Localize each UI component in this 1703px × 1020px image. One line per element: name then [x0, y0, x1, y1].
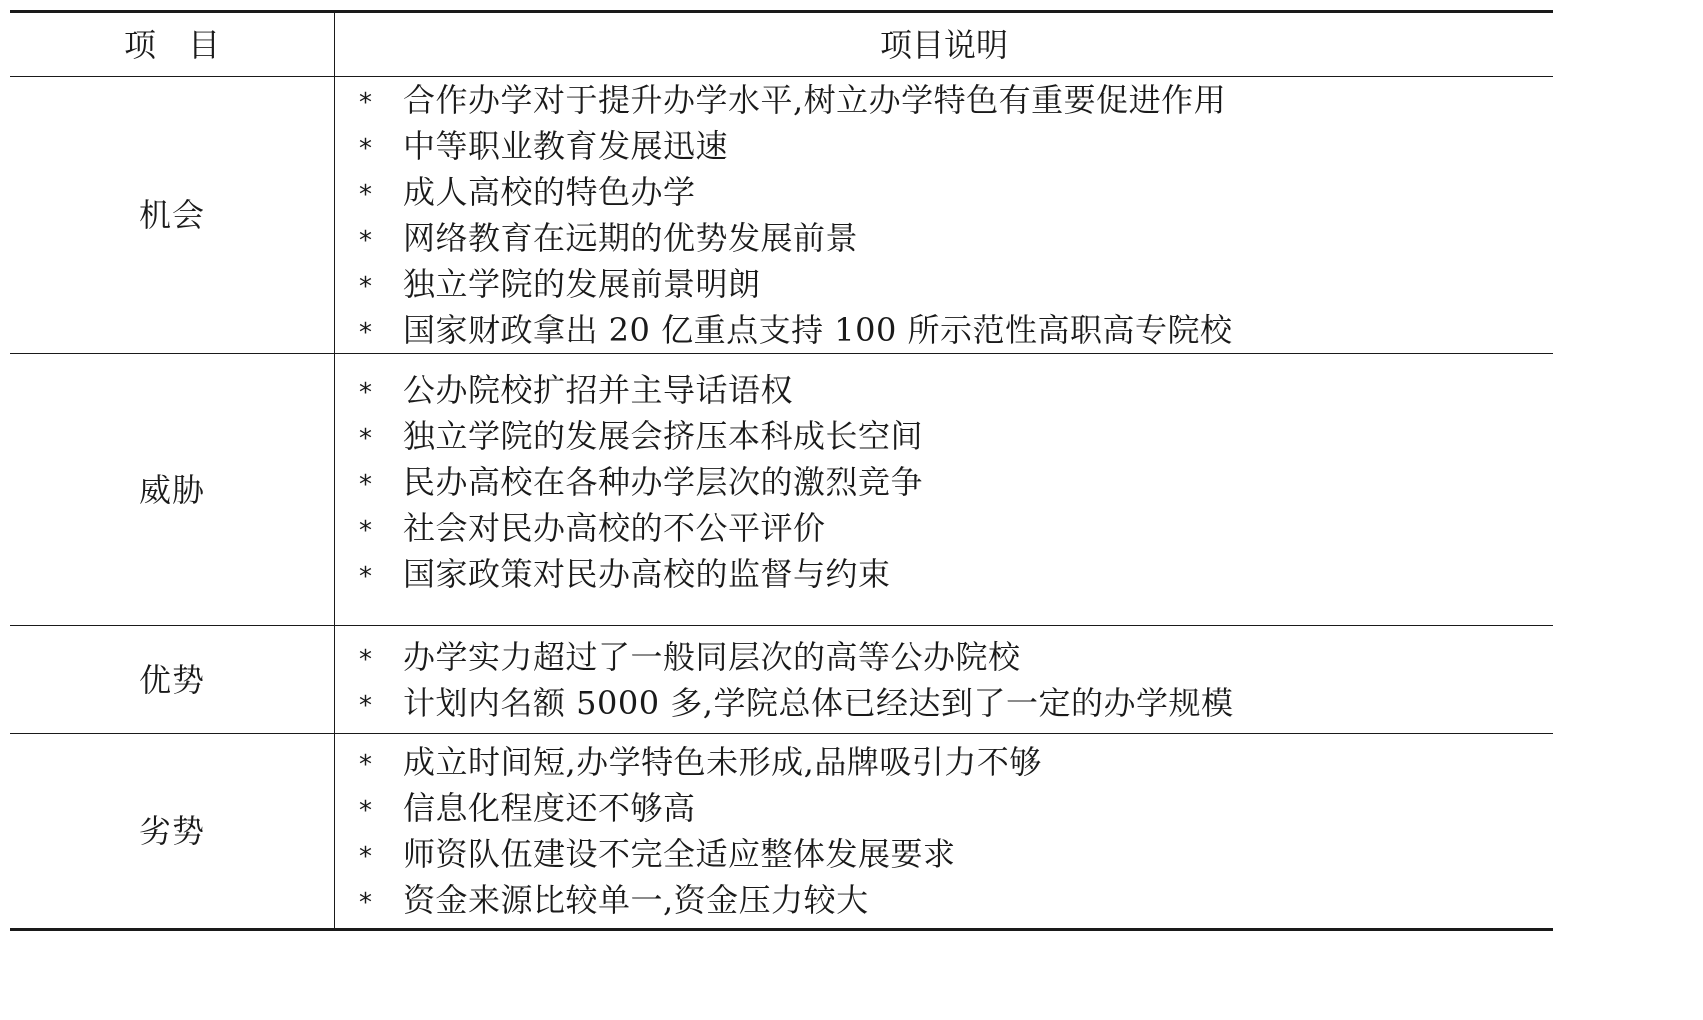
item-text: 信息化程度还不够高	[403, 789, 696, 827]
header-item-description: 项目说明	[335, 12, 1554, 77]
item-text: 办学实力超过了一般同层次的高等公办院校	[403, 637, 1021, 676]
list-item	[359, 877, 1553, 923]
bullet: *	[359, 515, 372, 546]
bullet: *	[359, 796, 372, 826]
category-weaknesses: 劣势	[10, 734, 335, 930]
bullet: *	[359, 226, 372, 256]
category-threats: 威胁	[10, 354, 335, 626]
bullet: *	[359, 469, 372, 500]
item-text: 成立时间短,办学特色未形成,品牌吸引力不够	[403, 743, 1042, 781]
item-text: 国家政策对民办高校的监督与约束	[403, 554, 891, 593]
list-item	[359, 413, 1553, 459]
item-text: 计划内名额 5000 多,学院总体已经达到了一定的办学规模	[403, 683, 1234, 722]
bullet: *	[359, 423, 372, 454]
header-row	[10, 12, 1553, 77]
bullet: *	[359, 134, 372, 164]
list-item	[359, 215, 1553, 261]
item-list-strengths	[359, 634, 1553, 726]
swot-table	[10, 10, 1553, 931]
list-item	[359, 459, 1553, 505]
list-item	[359, 307, 1553, 353]
bullet: *	[359, 750, 372, 780]
list-item	[359, 367, 1553, 413]
list-item	[359, 739, 1553, 785]
row-threats	[10, 354, 1553, 626]
item-text: 资金来源比较单一,资金压力较大	[403, 881, 869, 919]
category-strengths: 优势	[10, 626, 335, 734]
bullet: *	[359, 377, 372, 408]
item-text: 中等职业教育发展迅速	[403, 127, 729, 165]
item-text: 民办高校在各种办学层次的激烈竞争	[403, 462, 924, 501]
item-text: 合作办学对于提升办学水平,树立办学特色有重要促进作用	[403, 81, 1227, 119]
list-item	[359, 634, 1553, 680]
row-weaknesses	[10, 734, 1553, 930]
bullet: *	[359, 690, 372, 721]
list-item	[359, 551, 1553, 597]
bullet: *	[359, 88, 372, 118]
list-item	[359, 77, 1553, 123]
table-header	[10, 12, 1553, 77]
category-opportunities: 机会	[10, 77, 335, 354]
list-item	[359, 123, 1553, 169]
list-item	[359, 169, 1553, 215]
item-text: 师资队伍建设不完全适应整体发展要求	[403, 835, 956, 873]
list-item	[359, 785, 1553, 831]
description-threats	[335, 354, 1554, 626]
bullet: *	[359, 272, 372, 302]
row-opportunities	[10, 77, 1553, 354]
item-text: 公办院校扩招并主导话语权	[403, 370, 794, 409]
description-strengths	[335, 626, 1554, 734]
item-list-threats	[359, 367, 1553, 597]
row-strengths	[10, 626, 1553, 734]
list-item	[359, 261, 1553, 307]
item-text: 国家财政拿出 20 亿重点支持 100 所示范性高职高专院校	[403, 311, 1233, 349]
list-item	[359, 680, 1553, 726]
description-opportunities	[335, 77, 1554, 354]
item-text: 社会对民办高校的不公平评价	[403, 508, 826, 547]
item-text: 成人高校的特色办学	[403, 173, 696, 211]
item-text: 独立学院的发展会挤压本科成长空间	[403, 416, 924, 455]
list-item	[359, 505, 1553, 551]
header-item: 项 目	[10, 12, 335, 77]
bullet: *	[359, 842, 372, 872]
description-weaknesses	[335, 734, 1554, 930]
bullet: *	[359, 644, 372, 675]
bullet: *	[359, 561, 372, 592]
table-body	[10, 77, 1553, 930]
item-list-opportunities	[359, 77, 1553, 353]
bullet: *	[359, 888, 372, 918]
item-text: 独立学院的发展前景明朗	[403, 265, 761, 303]
item-text: 网络教育在远期的优势发展前景	[403, 219, 859, 257]
item-list-weaknesses	[359, 739, 1553, 923]
list-item	[359, 831, 1553, 877]
bullet: *	[359, 318, 372, 348]
bullet: *	[359, 180, 372, 210]
